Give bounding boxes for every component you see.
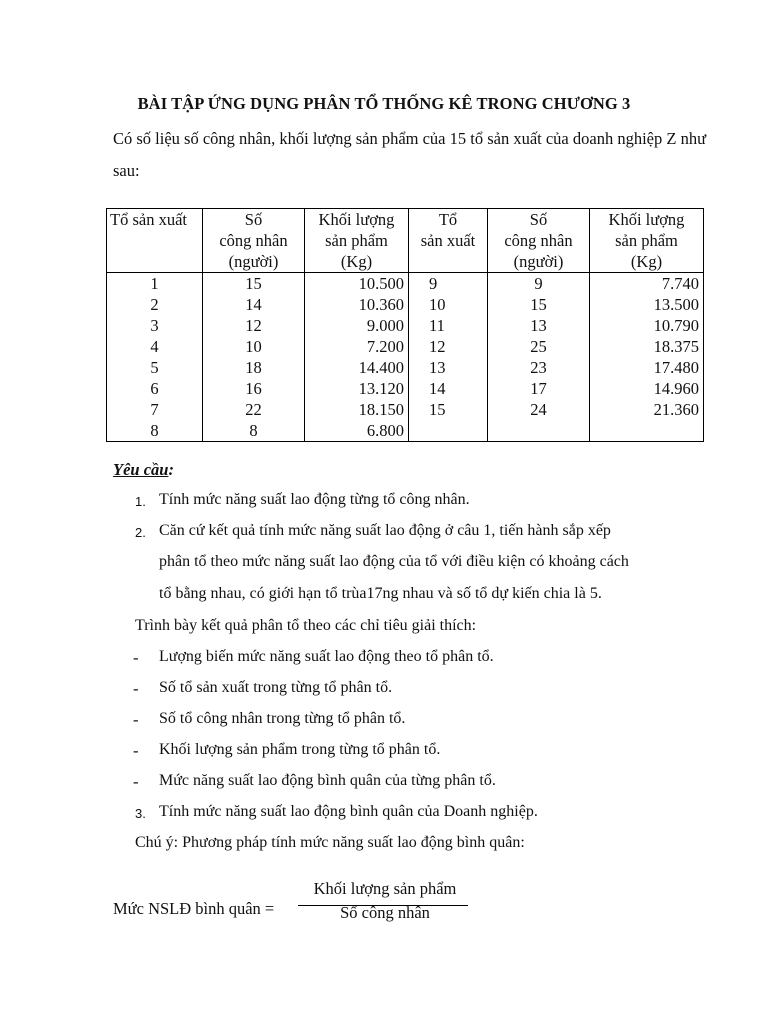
cell-group-2: 13 (409, 357, 488, 378)
cell-workers-2: 15 (488, 294, 590, 315)
cell-group-2: 14 (409, 378, 488, 399)
bullet-item: Mức năng suất lao động bình quân của từng phân tổ. (159, 772, 496, 789)
cell-output-2: 21.360 (590, 399, 704, 420)
cell-group-2: 11 (409, 315, 488, 336)
cell-group: 7 (107, 399, 203, 420)
cell-group-2: 15 (409, 399, 488, 420)
cell-output-2: 10.790 (590, 315, 704, 336)
table-row (107, 294, 704, 315)
cell-workers-2: 9 (488, 273, 590, 295)
item-2-line-1: Căn cứ kết quả tính mức năng suất lao động ở câu 1, tiến hành sắp xếp (159, 522, 611, 539)
item-3-text: Tính mức năng suất lao động bình quân của Doanh nghiệp. (159, 803, 538, 820)
requirements-heading-text: Yêu cầu (113, 460, 169, 479)
header-output: Khối lượng sản phẩm (Kg) (305, 209, 409, 273)
cell-group: 4 (107, 336, 203, 357)
table-row (107, 378, 704, 399)
table-row (107, 336, 704, 357)
table-row (107, 273, 704, 295)
cell-workers: 16 (203, 378, 305, 399)
cell-workers-2: 13 (488, 315, 590, 336)
item-2-line-2: phân tổ theo mức năng suất lao động của tổ với điều kiện có khoảng cách (159, 553, 629, 570)
cell-output: 7.200 (305, 336, 409, 357)
table-header-row (107, 209, 704, 273)
cell-workers-2: 25 (488, 336, 590, 357)
cell-output: 10.500 (305, 273, 409, 295)
item-2-line-3: tổ bằng nhau, có giới hạn tổ trùa17ng nhau và số tổ dự kiến chia là 5. (159, 585, 602, 602)
bullet-item: Khối lượng sản phẩm trong từng tổ phân tổ. (159, 741, 441, 758)
item-3-number: 3. (135, 806, 146, 821)
cell-group-2: 10 (409, 294, 488, 315)
cell-group: 1 (107, 273, 203, 295)
cell-group-2: 9 (409, 273, 488, 295)
cell-workers: 18 (203, 357, 305, 378)
cell-workers: 12 (203, 315, 305, 336)
requirements-heading (113, 460, 174, 480)
cell-output: 10.360 (305, 294, 409, 315)
table-row (107, 420, 704, 442)
cell-output-2: 13.500 (590, 294, 704, 315)
cell-workers-2: 23 (488, 357, 590, 378)
bullet-item: Số tổ công nhân trong từng tổ phân tổ. (159, 710, 406, 727)
item-1-text: Tính mức năng suất lao động từng tổ công nhân. (159, 491, 470, 508)
cell-group: 3 (107, 315, 203, 336)
bullet-dash: - (133, 741, 139, 760)
table-row (107, 357, 704, 378)
cell-output-2: 7.740 (590, 273, 704, 295)
cell-output: 6.800 (305, 420, 409, 442)
requirements-heading-colon: : (168, 460, 174, 479)
header-group: Tổ sản xuất (107, 209, 203, 273)
cell-output: 9.000 (305, 315, 409, 336)
cell-workers-2: 17 (488, 378, 590, 399)
cell-workers-2: 24 (488, 399, 590, 420)
header-workers: Số công nhân (người) (203, 209, 305, 273)
cell-output: 14.400 (305, 357, 409, 378)
header-output-2: Khối lượng sản phẩm (Kg) (590, 209, 704, 273)
bullet-dash: - (133, 679, 139, 698)
bullet-item: Số tổ sản xuất trong từng tổ phân tổ. (159, 679, 393, 696)
intro-paragraph: Có số liệu số công nhân, khối lượng sản phẩm của 15 tổ sản xuất của doanh nghiệp Z như sau: (113, 129, 707, 180)
bullet-dash: - (133, 648, 139, 667)
cell-workers: 14 (203, 294, 305, 315)
cell-workers: 8 (203, 420, 305, 442)
cell-output-2: 18.375 (590, 336, 704, 357)
present-line: Trình bày kết quả phân tổ theo các chỉ tiêu giải thích: (135, 617, 477, 634)
cell-workers: 22 (203, 399, 305, 420)
header-workers-2: Số công nhân (người) (488, 209, 590, 273)
cell-workers-2 (488, 420, 590, 442)
formula-numerator: Khối lượng sản phẩm (313, 879, 457, 898)
cell-output: 13.120 (305, 378, 409, 399)
cell-output: 18.150 (305, 399, 409, 420)
bullet-dash: - (133, 772, 139, 791)
table-row (107, 315, 704, 336)
cell-output-2 (590, 420, 704, 442)
note-line: Chú ý: Phương pháp tính mức năng suất lao động bình quân: (135, 834, 525, 851)
cell-output-2: 17.480 (590, 357, 704, 378)
bullet-item: Lượng biến mức năng suất lao động theo tổ phân tổ. (159, 648, 494, 665)
cell-group: 5 (107, 357, 203, 378)
formula-lhs: Mức NSLĐ bình quân = (113, 899, 275, 918)
cell-group: 8 (107, 420, 203, 442)
item-1-number: 1. (135, 494, 146, 509)
cell-group-2 (409, 420, 488, 442)
table-row (107, 399, 704, 420)
cell-output-2: 14.960 (590, 378, 704, 399)
cell-group-2: 12 (409, 336, 488, 357)
header-group-2: Tổ sản xuất (409, 209, 488, 273)
cell-workers: 15 (203, 273, 305, 295)
data-table (106, 208, 704, 442)
document-title: BÀI TẬP ỨNG DỤNG PHÂN TỔ THỐNG KÊ TRONG CHƯƠNG 3 (137, 94, 631, 113)
cell-workers: 10 (203, 336, 305, 357)
cell-group: 6 (107, 378, 203, 399)
cell-group: 2 (107, 294, 203, 315)
bullet-dash: - (133, 710, 139, 729)
item-2-number: 2. (135, 525, 146, 540)
formula-denominator: Số công nhân (340, 903, 430, 922)
